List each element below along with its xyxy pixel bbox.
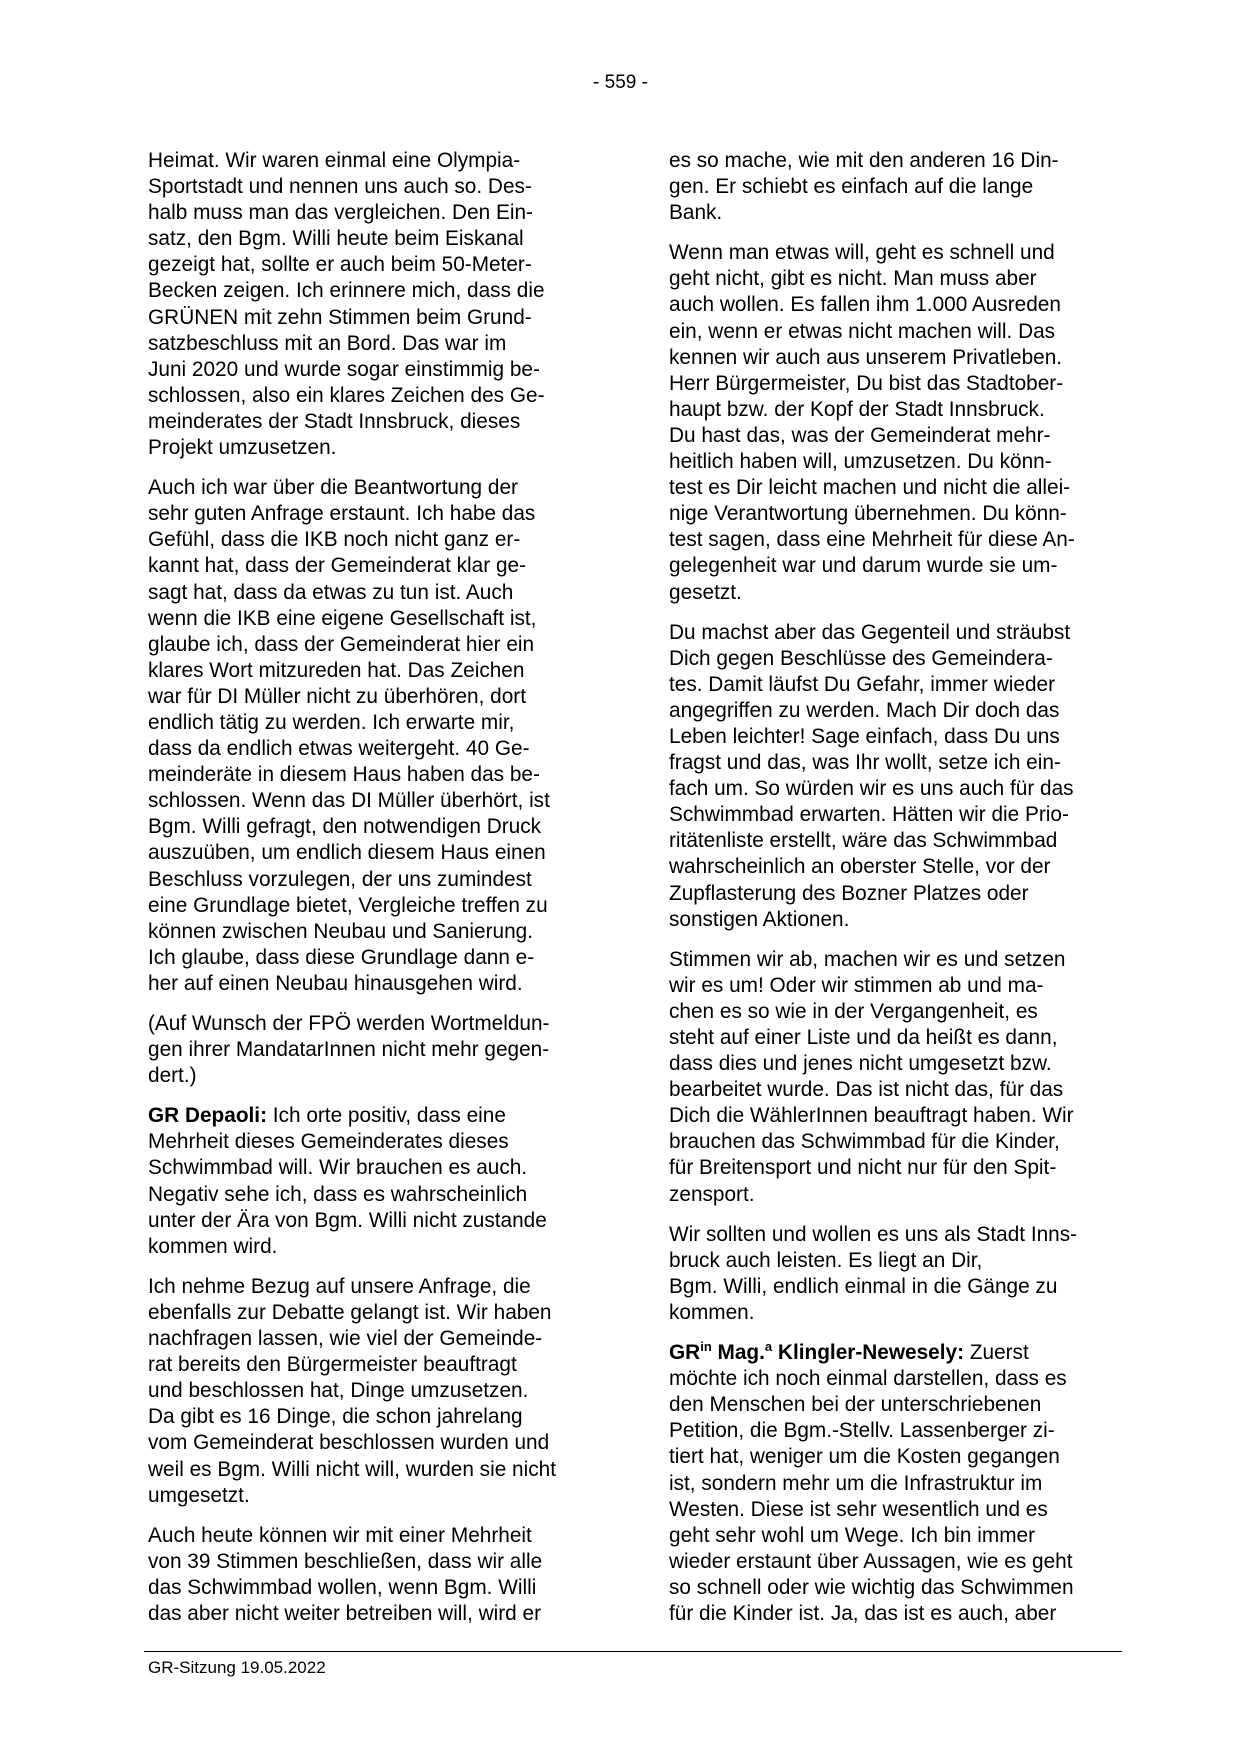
paragraph: Heimat. Wir waren einmal eine Olympia- Sportstadt und nennen uns auch so. Des- halb muss man das vergleichen. Den Ein- satz, den Bgm. Willi heute beim Eiskanal gezeigt hat, sollte er auch beim 50-Meter- Becken zeigen. Ich erinnere mich, dass die GRÜNEN mit zehn Stimmen beim Grund- satzbeschluss mit an Bord. Das war im Juni 2020 und wurde sogar einstimmig be- schlossen, also ein klares Zeichen des Ge- meinderates der Stadt Innsbruck, dieses Projekt umzusetzen. [148, 149, 545, 460]
paragraph: Stimmen wir ab, machen wir es und setzen wir es um! Oder wir stimmen ab und ma- chen es so wie in der Vergangenheit, es steht auf einer Liste und da heißt es dann, dass dies und jenes nicht umgesetzt bzw. bearbeitet wurde. Das ist nicht das, für das Dich die WählerInnen beauftragt haben. Wir brauchen das Schwimmbad für die Kinder, für Breitensport und nicht nur für den Spit- zensport. [669, 947, 1074, 1206]
speaker-name [669, 1341, 964, 1364]
speaker-title-superscript: in [700, 1339, 712, 1355]
footer-divider [144, 1651, 1122, 1652]
speech-text: Ich orte positiv, dass eine Mehrheit dieses Gemeinderates dieses Schwimmbad will. Wir brauchen es auch. Negativ sehe ich, dass es wahrscheinlich unter der Ära von Bgm. Willi nicht zustande kommen wird. [148, 1104, 547, 1258]
paragraph: Ich nehme Bezug auf unsere Anfrage, die ebenfalls zur Debatte gelangt ist. Wir haben nachfragen lassen, wie viel der Gemeinde- rat bereits den Bürgermeister beauftragt und beschlossen hat, Dinge umzusetzen. Da gibt es 16 Dinge, die schon jahrelang vom Gemeinderat beschlossen wurden und weil es Bgm. Willi nicht will, wurden sie nicht umgesetzt. [148, 1274, 556, 1507]
left-column [148, 148, 610, 1641]
right-column [669, 148, 1119, 1641]
page-number: - 559 - [593, 72, 648, 93]
speaker-degree: Mag. [711, 1341, 765, 1365]
paragraph: Wir sollten und wollen es uns als Stadt Inns- bruck auch leisten. Es liegt an Dir, Bgm. Willi, endlich einmal in die Gänge zu kommen. [669, 1222, 1078, 1324]
speaker-paragraph [148, 1103, 610, 1260]
speech-text: Zuerst möchte ich noch einmal darstellen, dass es den Menschen bei der unterschriebenen Petition, die Bgm.-Stellv. Lassenberger zi- tiert hat, weniger um die Kosten gegangen ist, sondern mehr um die Infrastruktur im Westen. Diese ist sehr wesentlich und es geht sehr wohl um Wege. Ich bin immer wieder erstaunt über Aussagen, wie es geht so schnell oder wie wichtig das Schwimmen für die Kinder ist. Ja, das ist es auch, aber [669, 1341, 1074, 1625]
paragraph: Auch ich war über die Beantwortung der sehr guten Anfrage erstaunt. Ich habe das Gefühl, dass die IKB noch nicht ganz er- kannt hat, dass der Gemeinderat klar ge- sagt hat, dass da etwas zu tun ist. Auch wenn die IKB eine eigene Gesellschaft ist, glaube ich, dass der Gemeinderat hier ein klares Wort mitzureden hat. Das Zeichen war für DI Müller nicht zu überhören, dort endlich tätig zu werden. Ich erwarte mir, dass da endlich etwas weitergeht. 40 Ge- meinderäte in diesem Haus haben das be- schlossen. Wenn das DI Müller überhört, ist Bgm. Willi gefragt, den notwendigen Druck auszuüben, um endlich diesem Haus einen Beschluss vorzulegen, der uns zumindest eine Grundlage bietet, Vergleiche treffen zu können zwischen Neubau und Sanierung. Ich glaube, dass diese Grundlage dann e- her auf einen Neubau hinausgehen wird. [148, 476, 550, 995]
footer-session-date: GR-Sitzung 19.05.2022 [148, 1658, 326, 1677]
speaker-degree-superscript: a [764, 1339, 773, 1355]
speaker-name: GR Depaoli: [148, 1104, 268, 1128]
paragraph: Auch heute können wir mit einer Mehrheit von 39 Stimmen beschließen, dass wir alle das Schwimmbad wollen, wenn Bgm. Willi das aber nicht weiter betreiben will, wird er [148, 1523, 543, 1625]
speaker-title: GR [669, 1341, 701, 1365]
speaker-paragraph [669, 1340, 1119, 1627]
paragraph: Du machst aber das Gegenteil und sträubst Dich gegen Beschlüsse des Gemeindera- tes. Damit läufst Du Gefahr, immer wieder angegriffen zu werden. Mach Dir doch das Leben leichter! Sage einfach, dass Du uns fragst und das, was Ihr wollt, setze ich ein- fach um. So würden wir es uns auch für das Schwimmbad erwarten. Hätten wir die Prio- ritätenliste erstellt, wäre das Schwimmbad wahrscheinlich an oberster Stelle, vor der Zupflasterung des Bozner Platzes oder sonstigen Aktionen. [669, 620, 1074, 931]
speaker-surname: Klingler-Newesely: [772, 1341, 965, 1365]
paragraph: (Auf Wunsch der FPÖ werden Wortmeldun- gen ihrer MandatarInnen nicht mehr gegen- dert.) [148, 1012, 550, 1088]
paragraph: es so mache, wie mit den anderen 16 Din- gen. Er schiebt es einfach auf die lange Bank. [669, 149, 1059, 225]
paragraph: Wenn man etwas will, geht es schnell und geht nicht, gibt es nicht. Man muss aber auch wollen. Es fallen ihm 1.000 Ausreden ein, wenn er etwas nicht machen will. Das kennen wir auch aus unserem Privatleben. Herr Bürgermeister, Du bist das Stadtober- haupt bzw. der Kopf der Stadt Innsbruck. Du hast das, was der Gemeinderat mehr- heitlich haben will, umzusetzen. Du könn- test es Dir leicht machen und nicht die allei- nige Verantwortung übernehmen. Du könn- test sagen, dass eine Mehrheit für diese An- gelegenheit war und darum wurde sie um- gesetzt. [669, 241, 1075, 604]
